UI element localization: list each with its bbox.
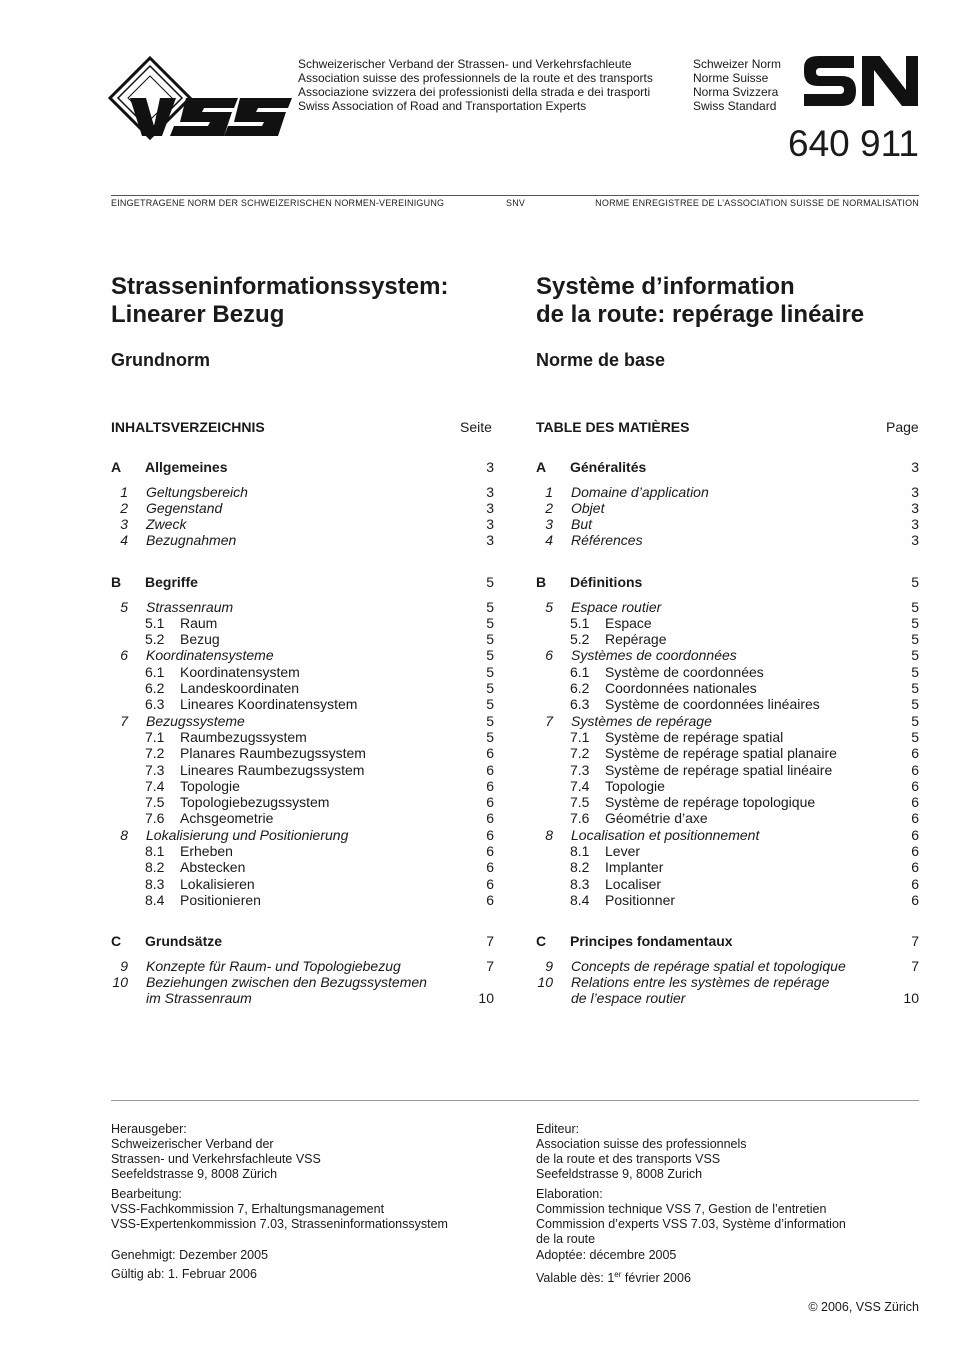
toc-entry-page: 10 — [478, 990, 494, 1007]
toc-section-page: 5 — [486, 574, 494, 590]
toc-entry-number: 10 — [112, 973, 128, 990]
toc-entry-page: 5 — [911, 728, 919, 745]
toc-entry-page: 5 — [486, 696, 494, 713]
toc-entry-text: Erheben — [180, 843, 233, 859]
org-line: Associazione svizzera dei professionisti della strada e dei trasporti — [298, 85, 651, 99]
toc-entry-page: 6 — [486, 810, 494, 827]
subtitle-de: Grundnorm — [111, 350, 210, 370]
toc-entry-page: 3 — [486, 516, 494, 533]
toc-entry-text: Topologie — [605, 777, 665, 794]
toc-entry-page: 6 — [911, 859, 919, 876]
norm-line: Swiss Standard — [693, 99, 777, 113]
toc-entry-text: Zweck — [146, 516, 187, 533]
toc-entry-number: 7.1 — [570, 728, 590, 745]
toc-entry-number: 6.2 — [570, 680, 590, 696]
toc-entry-text: Achsgeometrie — [180, 810, 274, 827]
toc-entry-page: 3 — [911, 532, 919, 549]
toc-entry-text: Système de repérage spatial planaire — [605, 745, 837, 762]
org-line: Association suisse des professionnels de la route et des transports — [298, 71, 653, 85]
toc-entry-number: 8.1 — [145, 843, 165, 859]
toc-section-title[interactable]: Grundsätze — [145, 933, 223, 949]
title-de — [111, 273, 448, 329]
toc-entry-number: 7.6 — [145, 810, 165, 827]
org-names — [298, 57, 653, 113]
toc-entry-text: im Strassenraum — [146, 990, 252, 1007]
toc-entry-page: 6 — [486, 859, 494, 876]
toc-entry-page: 6 — [486, 875, 494, 892]
toc-entry-number: 9 — [545, 957, 553, 974]
toc-section-page: 5 — [911, 574, 919, 590]
toc-entry-number: 5 — [545, 598, 553, 615]
toc-entry-number: 3 — [545, 516, 553, 533]
toc-section-letter: A — [536, 459, 547, 475]
toc-entry-page: 3 — [911, 483, 919, 500]
toc-section-title[interactable]: Principes fondamentaux — [570, 933, 733, 949]
toc-entry-text: Positionner — [605, 891, 676, 908]
toc-entry-number: 7.3 — [145, 761, 165, 778]
toc-entry-text: Geltungsbereich — [146, 483, 248, 500]
toc-entry-number: 5.2 — [145, 631, 165, 648]
toc-entry-page: 6 — [911, 794, 919, 811]
toc-entry-text: Concepts de repérage spatial et topologique — [571, 957, 846, 974]
valid-fr — [536, 1267, 691, 1286]
publisher-line: de la route et des transports VSS — [536, 1152, 721, 1166]
toc-entry-page: 6 — [911, 875, 919, 892]
toc-entry-text: Strassenraum — [146, 598, 234, 615]
toc-entry-page: 5 — [911, 663, 919, 680]
toc-entry-number: 5.1 — [145, 614, 165, 631]
toc-page-label-de: Seite — [460, 419, 492, 435]
toc-section-letter: A — [111, 459, 122, 475]
toc-section-letter: C — [536, 933, 547, 949]
toc-entry-page: 5 — [911, 614, 919, 631]
toc-entry-number: 6 — [545, 647, 553, 664]
toc-entry-page: 5 — [911, 647, 919, 664]
toc-entry-page: 7 — [911, 957, 919, 974]
toc-entry-text: Topologiebezugssystem — [180, 794, 330, 811]
strip-left: EINGETRAGENE NORM DER SCHWEIZERISCHEN NORMEN-VEREINIGUNG — [111, 198, 445, 208]
toc-entry-text: Bezug — [180, 631, 220, 648]
subtitle-fr: Norme de base — [536, 350, 666, 370]
toc-entry-text: Systèmes de coordonnées — [571, 647, 737, 664]
toc-entry-text: Bezugnahmen — [146, 532, 237, 549]
strip-right: NORME ENREGISTREE DE L’ASSOCIATION SUISSE DE NORMALISATION — [595, 198, 919, 208]
toc-entry-number: 8.2 — [145, 859, 165, 876]
toc-entry-number: 7.2 — [570, 745, 590, 762]
toc-entry-text: Bezugssysteme — [146, 712, 245, 729]
toc-entry-page: 6 — [486, 761, 494, 778]
toc-entry-text: Koordinatensysteme — [146, 647, 274, 664]
norm-line: Norme Suisse — [693, 71, 769, 85]
title-fr-line2: de la route: repérage linéaire — [536, 301, 865, 328]
toc-entry-number: 7.4 — [570, 777, 590, 794]
toc-entry-number: 9 — [120, 957, 128, 974]
toc-entry-page: 6 — [486, 826, 494, 843]
toc-entry-number: 7.5 — [570, 794, 590, 811]
toc-entry-text: Repérage — [605, 631, 667, 648]
toc-entry-text: Topologie — [180, 777, 240, 794]
toc-entry-page: 5 — [486, 663, 494, 680]
toc-entry-number: 8.1 — [570, 843, 590, 859]
title-de-line1: Strasseninformationssystem: — [111, 273, 449, 300]
toc-entry-text: Gegenstand — [146, 499, 223, 516]
edit-line: Commission technique VSS 7, Gestion de l’entretien — [536, 1202, 827, 1216]
toc-section-page: 3 — [486, 459, 494, 475]
toc-entry-text: Raumbezugssystem — [180, 728, 307, 745]
toc-entry-number: 8.2 — [570, 859, 590, 876]
toc-section-title[interactable]: Allgemeines — [145, 459, 228, 475]
toc-entry-number: 7.1 — [145, 728, 165, 745]
toc-entry-text: Système de repérage spatial linéaire — [605, 761, 833, 778]
publisher-label: Editeur: — [536, 1122, 580, 1136]
toc-entry-page: 5 — [486, 614, 494, 631]
edit-label: Elaboration: — [536, 1187, 603, 1201]
toc-entry-number: 7.3 — [570, 761, 590, 778]
toc-entry-number: 8.3 — [145, 875, 165, 892]
toc-entry-text: Lever — [605, 843, 641, 859]
edit-line: VSS-Fachkommission 7, Erhaltungsmanagement — [111, 1202, 385, 1216]
toc-entry-page: 3 — [911, 499, 919, 516]
toc-entry-text: Lineares Raumbezugssystem — [180, 761, 365, 778]
publisher-line: Schweizerischer Verband der — [111, 1137, 274, 1151]
toc-section-title[interactable]: Définitions — [570, 574, 643, 590]
toc-entry-number: 7 — [545, 712, 553, 729]
title-fr — [536, 273, 864, 329]
publisher-line: Strassen- und Verkehrsfachleute VSS — [111, 1152, 321, 1166]
toc-entry-text: Positionieren — [180, 891, 261, 908]
approved-de: Genehmigt: Dezember 2005 — [111, 1248, 269, 1262]
toc-entry-page: 7 — [486, 957, 494, 974]
toc-entry-page: 6 — [911, 745, 919, 762]
toc-entry-page: 6 — [486, 777, 494, 794]
toc-section-letter: C — [111, 933, 122, 949]
edit-line: VSS-Expertenkommission 7.03, Strasseninformationssystem — [111, 1217, 448, 1231]
norm-line: Norma Svizzera — [693, 85, 779, 99]
toc-entry-page: 3 — [486, 499, 494, 516]
toc-entry-page: 6 — [486, 794, 494, 811]
edit-line: Commission d’experts VSS 7.03, Système d’information — [536, 1217, 846, 1231]
toc-entry-number: 3 — [120, 516, 128, 533]
toc-entry-page: 6 — [911, 826, 919, 843]
edit-label: Bearbeitung: — [111, 1187, 182, 1201]
toc-entry-text: Références — [571, 532, 643, 549]
toc-entry-number: 6.1 — [570, 663, 590, 680]
toc-entry-text: Relations entre les systèmes de repérage — [571, 973, 830, 990]
toc-entry-text: Raum — [180, 614, 218, 631]
toc-entry-page: 5 — [911, 696, 919, 713]
toc-entry-page: 5 — [911, 712, 919, 729]
toc-entry-text: Beziehungen zwischen den Bezugssystemen — [146, 973, 427, 990]
toc-entry-page: 5 — [486, 680, 494, 696]
header-divider — [111, 195, 919, 196]
sn-logo — [804, 56, 920, 110]
toc-entry-number: 5.2 — [570, 631, 590, 648]
norm-line: Schweizer Norm — [693, 57, 782, 71]
toc-entry-number: 8.4 — [145, 891, 165, 908]
toc-entry-page: 6 — [911, 810, 919, 827]
toc-entry-page: 5 — [911, 680, 919, 696]
toc-entry-number: 8 — [120, 826, 128, 843]
toc-entry-text: de l’espace routier — [571, 990, 686, 1007]
toc-entry-page: 6 — [911, 843, 919, 859]
toc-entry-text: Lokalisieren — [180, 875, 255, 892]
edit-line: de la route — [536, 1232, 596, 1246]
toc-entry-number: 6 — [120, 647, 128, 664]
toc-entry-text: Konzepte für Raum- und Topologiebezug — [146, 957, 401, 974]
toc-entry-number: 7 — [120, 712, 128, 729]
toc-section-page: 3 — [911, 459, 919, 475]
toc-entry-text: Lineares Koordinatensystem — [180, 696, 358, 713]
norm-names — [693, 57, 781, 113]
toc-entry-text: Landeskoordinaten — [180, 680, 300, 696]
toc-entry-page: 5 — [486, 712, 494, 729]
toc-entry-number: 7.2 — [145, 745, 165, 762]
valid-fr-pre: Valable dès: 1 — [536, 1271, 615, 1286]
toc-title-fr: TABLE DES MATIÈRES — [536, 419, 690, 435]
publisher-line: Association suisse des professionnels — [536, 1137, 747, 1151]
toc-section-title[interactable]: Généralités — [570, 459, 647, 475]
toc-entry-text: Localiser — [605, 875, 662, 892]
toc-entry-text: Localisation et positionnement — [571, 826, 760, 843]
toc-entry-page: 6 — [486, 891, 494, 908]
footer-divider — [111, 1100, 919, 1101]
toc-entry-number: 7.5 — [145, 794, 165, 811]
toc-entry-number: 5.1 — [570, 614, 590, 631]
toc-entry-text: Abstecken — [180, 859, 246, 876]
toc-entry-page: 6 — [486, 745, 494, 762]
footer-fr — [536, 1122, 846, 1247]
toc-entry-number: 4 — [545, 532, 553, 549]
toc-entry-number: 7.6 — [570, 810, 590, 827]
toc-entry-page: 6 — [911, 891, 919, 908]
toc-section-title[interactable]: Begriffe — [145, 574, 198, 590]
toc-entry-number: 5 — [120, 598, 128, 615]
toc-entry-text: Géométrie d’axe — [605, 810, 708, 827]
norm-number: 640 911 — [788, 123, 919, 164]
toc-entry-text: Lokalisierung und Positionierung — [146, 826, 349, 843]
copyright: © 2006, VSS Zürich — [808, 1300, 919, 1314]
title-fr-line1: Système d’information — [536, 273, 795, 300]
vss-logo — [108, 56, 292, 140]
toc-entry-page: 6 — [911, 761, 919, 778]
toc-page-label-fr: Page — [886, 419, 919, 435]
toc-entry-text: But — [571, 516, 593, 533]
toc-entry-page: 3 — [486, 532, 494, 549]
title-de-line2: Linearer Bezug — [111, 301, 285, 328]
toc-entry-page: 5 — [911, 598, 919, 615]
toc-section-letter: B — [536, 574, 547, 590]
org-line: Schweizerischer Verband der Strassen- und Verkehrsfachleute — [298, 57, 632, 71]
toc-entry-page: 5 — [486, 598, 494, 615]
toc-entry-text: Implanter — [605, 859, 664, 876]
valid-fr-sup: er — [614, 1270, 622, 1279]
toc-entry-page: 5 — [486, 647, 494, 664]
toc-entry-page: 3 — [911, 516, 919, 533]
toc-entry-page: 10 — [903, 990, 919, 1007]
toc-entry-number: 8.3 — [570, 875, 590, 892]
toc-entry-page: 5 — [911, 631, 919, 648]
toc-entry-page: 5 — [486, 728, 494, 745]
toc-entry-number: 6.1 — [145, 663, 165, 680]
toc-entry-text: Système de coordonnées — [605, 663, 764, 680]
publisher-line: Seefeldstrasse 9, 8008 Zurich — [536, 1167, 703, 1181]
publisher-label: Herausgeber: — [111, 1122, 187, 1136]
toc-entry-text: Espace — [605, 614, 652, 631]
toc-entry-page: 6 — [911, 777, 919, 794]
toc-entry-text: Espace routier — [571, 598, 662, 615]
toc-section-page: 7 — [486, 933, 494, 949]
toc-section-letter: B — [111, 574, 122, 590]
toc-section-page: 7 — [911, 933, 919, 949]
valid-de: Gültig ab: 1. Februar 2006 — [111, 1267, 257, 1281]
toc-entry-text: Domaine d’application — [571, 483, 709, 500]
valid-fr-post: février 2006 — [621, 1271, 691, 1286]
toc-title-de: INHALTSVERZEICHNIS — [111, 419, 265, 435]
toc-entry-number: 8 — [545, 826, 553, 843]
toc-entry-text: Objet — [571, 499, 605, 516]
toc-entry-number: 2 — [545, 499, 553, 516]
toc-entry-page: 3 — [486, 483, 494, 500]
approved-fr: Adoptée: décembre 2005 — [536, 1248, 677, 1262]
toc-entry-text: Koordinatensystem — [180, 663, 300, 680]
toc-entry-text: Coordonnées nationales — [605, 680, 757, 696]
org-line: Swiss Association of Road and Transportation Experts — [298, 99, 587, 113]
toc-entry-number: 6.3 — [145, 696, 165, 713]
toc-entry-number: 10 — [537, 973, 553, 990]
toc-entry-text: Planares Raumbezugssystem — [180, 745, 366, 762]
toc-entry-page: 6 — [486, 843, 494, 859]
toc-entry-number: 4 — [120, 532, 128, 549]
publisher-line: Seefeldstrasse 9, 8008 Zürich — [111, 1167, 278, 1181]
footer-de — [111, 1122, 448, 1232]
toc-entry-number: 6.3 — [570, 696, 590, 713]
toc-entry-number: 7.4 — [145, 777, 165, 794]
toc-entry-page: 5 — [486, 631, 494, 648]
toc-entry-text: Systèmes de repérage — [571, 712, 712, 729]
toc-entry-text: Système de repérage spatial — [605, 728, 784, 745]
strip-mid: SNV — [506, 198, 526, 208]
toc-entry-text: Système de coordonnées linéaires — [605, 696, 820, 713]
toc-entry-number: 8.4 — [570, 891, 590, 908]
toc-entry-number: 1 — [120, 483, 128, 500]
toc-entry-text: Système de repérage topologique — [605, 794, 816, 811]
toc-entry-number: 2 — [120, 499, 128, 516]
toc-entry-number: 1 — [545, 483, 553, 500]
toc-entry-number: 6.2 — [145, 680, 165, 696]
